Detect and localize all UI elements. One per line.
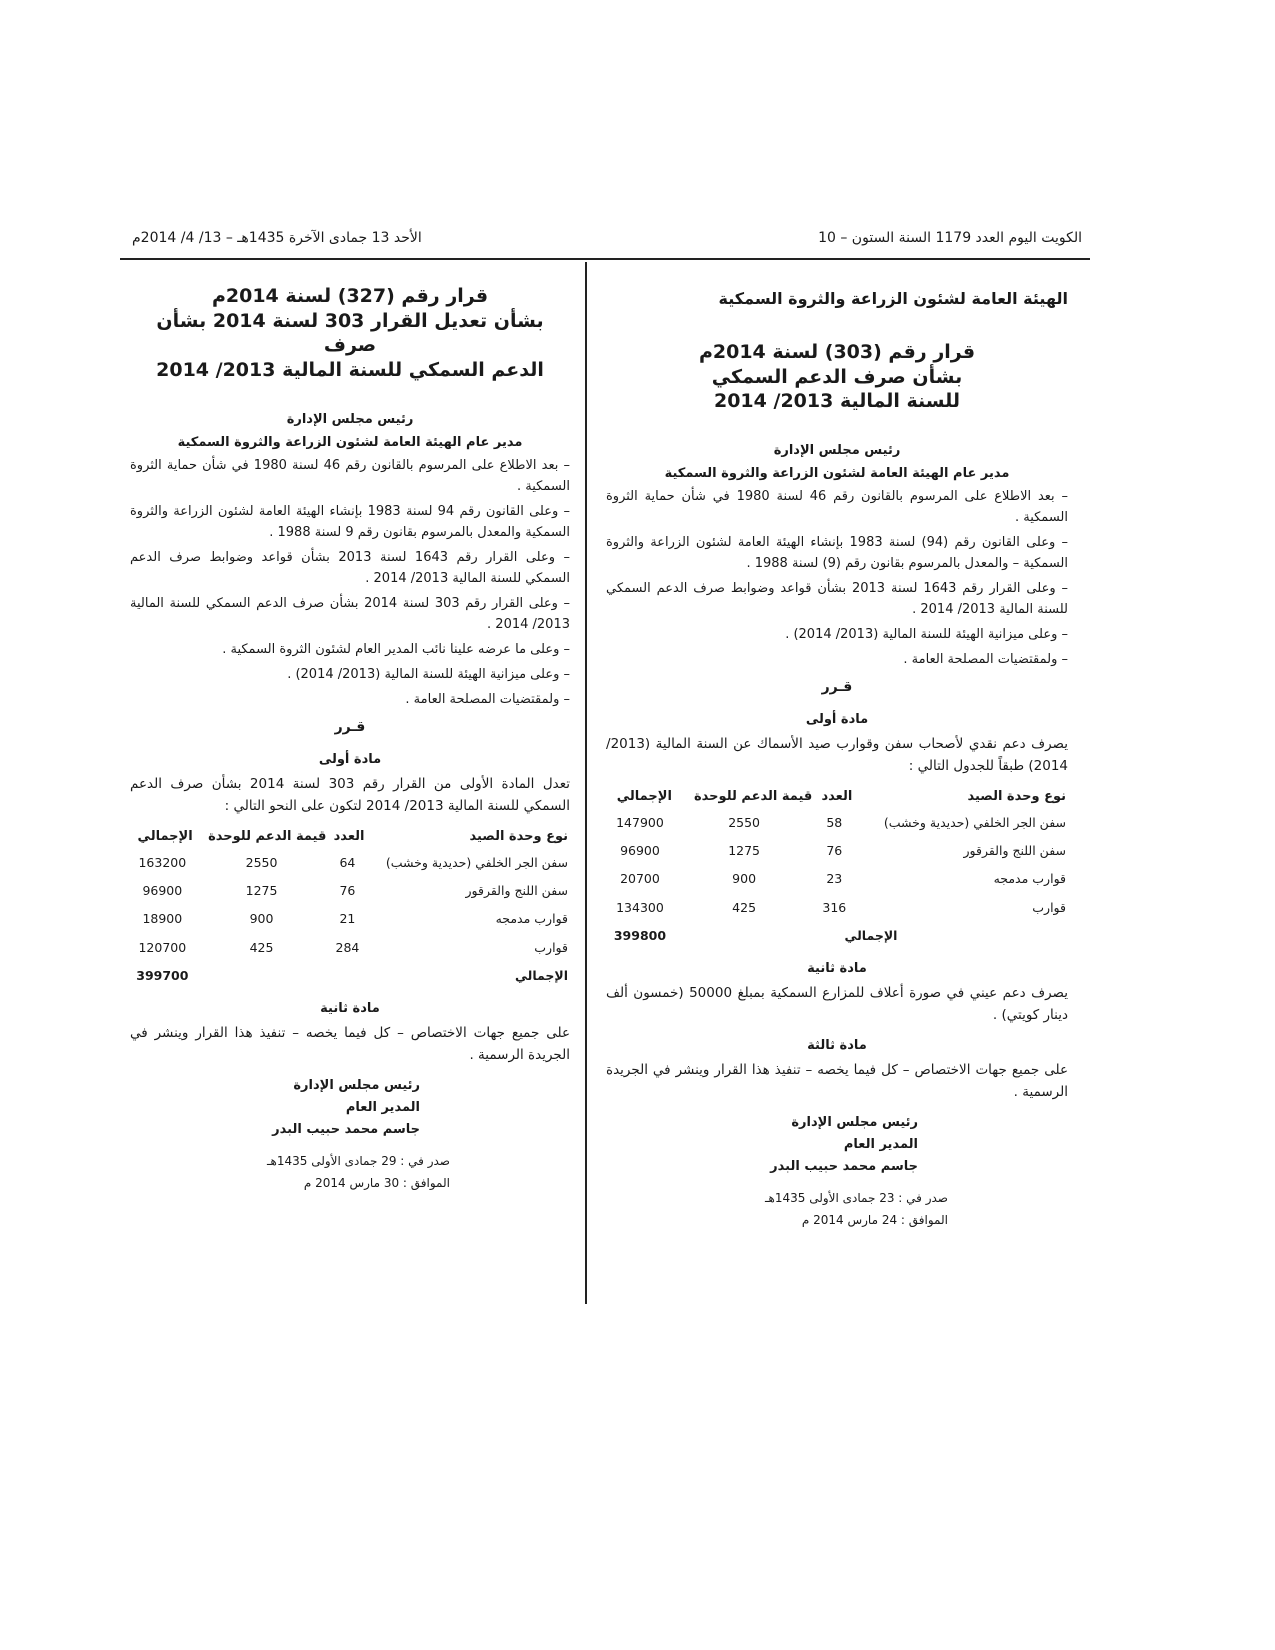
column-divider <box>585 262 587 1304</box>
preamble-clause: – ولمقتضيات المصلحة العامة . <box>405 692 570 708</box>
cell-total: 20700 <box>620 871 660 887</box>
cell-unit: 900 <box>732 871 757 887</box>
cell-total: 96900 <box>620 843 660 859</box>
title-line: بشأن صرف الدعم السمكي <box>711 365 963 388</box>
header-rule <box>120 258 1090 260</box>
col-header-unit-value: قيمة الدعم للوحدة <box>694 788 813 804</box>
table-row <box>130 905 570 933</box>
total-value: 399700 <box>136 967 189 983</box>
article-1-text: يصرف دعم نقدي لأصحاب سفن وقوارب صيد الأسماك عن السنة المالية (2013/ 2014) طبقاً للجدول التالي : <box>606 736 1068 775</box>
preamble-clause: – ولمقتضيات المصلحة العامة . <box>903 652 1068 668</box>
title-line: قرار رقم (327) لسنة 2014م <box>211 285 489 307</box>
table-total-row <box>606 922 1068 950</box>
sig-line: جاسم محمد حبيب البدر <box>770 1158 918 1174</box>
table-row <box>606 809 1068 837</box>
cell-type: قوارب <box>534 939 568 955</box>
issued-line: صدر في : 23 جمادى الأولى 1435هـ <box>764 1190 948 1205</box>
title-line: للسنة المالية 2013/ 2014 <box>713 390 960 413</box>
preamble-clause: – وعلى القانون رقم 94 لسنة 1983 بإنشاء الهيئة العامة لشئون الزراعة والثروة السمكية والمعدل بالمرسوم بقانون رقم 9 لسنة 1988 . <box>130 503 570 540</box>
decision-303-column <box>606 270 1068 1231</box>
header-publication-info: الكويت اليوم العدد 1179 السنة الستون – 10 <box>818 230 1082 246</box>
cell-count: 58 <box>826 814 843 830</box>
preamble-clause: – وعلى ميزانية الهيئة للسنة المالية (2013/ 2014) . <box>287 667 570 683</box>
article-1-title: مادة أولى <box>318 752 382 768</box>
signature-block <box>606 1112 1068 1178</box>
col-header-total: الإجمالي <box>616 788 672 804</box>
issuer-director: مدير عام الهيئة العامة لشئون الزراعة والثروة السمكية <box>664 466 1010 482</box>
cell-count: 21 <box>339 911 356 927</box>
cell-unit: 2550 <box>728 814 760 830</box>
cell-unit: 1275 <box>728 843 760 859</box>
table-total-row <box>130 962 570 990</box>
decided-heading: قـرر <box>821 679 853 696</box>
authority-heading: الهيئة العامة لشئون الزراعة والثروة السمكية <box>718 289 1068 308</box>
article-2-title: مادة ثانية <box>807 961 867 977</box>
table-row <box>606 894 1068 922</box>
cell-total: 147900 <box>616 814 664 830</box>
cell-total: 18900 <box>142 911 183 927</box>
issuer-chairman: رئيس مجلس الإدارة <box>286 411 414 427</box>
col-header-unit-value: قيمة الدعم للوحدة <box>208 828 327 844</box>
preamble-clause: – بعد الاطلاع على المرسوم بالقانون رقم 46 لسنة 1980 في شأن حماية الثروة السمكية . <box>606 489 1068 526</box>
subsidy-table <box>130 824 570 990</box>
preamble-clause: – وعلى القانون رقم (94) لسنة 1983 بإنشاء الهيئة العامة لشئون الزراعة والثروة السمكية – والمعدل بالمرسوم بقانون رقم (9) لسنة 1988 . <box>606 535 1068 572</box>
cell-unit: 2550 <box>245 854 278 870</box>
decision-title <box>606 340 1068 414</box>
cell-type: قوارب مدمجه <box>495 911 568 927</box>
article-3-text: على جميع جهات الاختصاص – كل فيما يخصه – تنفيذ هذا القرار وينشر في الجريدة الرسمية . <box>606 1061 1068 1100</box>
cell-unit: 1275 <box>245 883 278 899</box>
decided-heading: قـرر <box>334 719 366 736</box>
title-line: بشأن تعديل القرار 303 لسنة 2014 بشأن صرف <box>156 309 544 357</box>
col-header-total: الإجمالي <box>137 828 193 844</box>
article-3-title: مادة ثالثة <box>807 1037 867 1053</box>
cell-count: 316 <box>822 899 847 915</box>
title-line: قرار رقم (303) لسنة 2014م <box>698 340 976 363</box>
article-1-text: تعدل المادة الأولى من القرار رقم 303 لسنة 2014 بشأن صرف الدعم السمكي للسنة المالية 2013/ 2014 لتكون على النحو التالي : <box>130 776 570 814</box>
table-row <box>130 849 570 877</box>
cell-type: قوارب <box>1032 899 1066 915</box>
col-header-count: العدد <box>821 788 853 804</box>
cell-count: 76 <box>339 883 356 899</box>
preamble-clause: – وعلى القرار رقم 1643 لسنة 2013 بشأن قواعد وضوابط صرف الدعم السمكي للسنة المالية 2013/ 2014 . <box>130 550 571 587</box>
col-header-type: نوع وحدة الصيد <box>469 828 568 844</box>
sig-line: رئيس مجلس الإدارة <box>293 1077 420 1093</box>
cell-type: سفن الجر الخلفي (حديدية وخشب) <box>385 854 568 870</box>
table-row <box>130 934 570 962</box>
issued-line: الموافق : 30 مارس 2014 م <box>303 1175 450 1190</box>
cell-total: 163200 <box>138 854 187 870</box>
total-value: 399800 <box>613 927 667 943</box>
issued-line: صدر في : 29 جمادى الأولى 1435هـ <box>266 1154 450 1169</box>
article-2-text: يصرف دعم عيني في صورة أعلاف للمزارع السمكية بمبلغ 50000 (خمسون ألف دينار كويتي) . <box>606 985 1068 1024</box>
preamble-clause: – وعلى ميزانية الهيئة للسنة المالية (2013/ 2014) . <box>785 627 1068 643</box>
article-2-text: على جميع جهات الاختصاص – كل فيما يخصه – تنفيذ هذا القرار وينشر في الجريدة الرسمية . <box>130 1025 570 1063</box>
table-row <box>606 837 1068 865</box>
sig-line: المدير العام <box>345 1099 420 1115</box>
header-date: الأحد 13 جمادى الآخرة 1435هـ – 13/ 4/ 2014م <box>132 230 422 246</box>
preamble-clause: – وعلى القرار رقم 303 لسنة 2014 بشأن صرف الدعم السمكي للسنة المالية 2013/ 2014 . <box>130 596 571 633</box>
table-row <box>606 865 1068 893</box>
cell-type: سفن اللنج والقرقور <box>963 843 1066 859</box>
table-header-row <box>130 824 570 849</box>
preamble-clause: – وعلى ما عرضه علينا نائب المدير العام لشئون الثروة السمكية . <box>222 642 570 658</box>
cell-type: سفن اللنج والقرقور <box>465 883 568 899</box>
page-header <box>120 226 1090 258</box>
cell-count: 76 <box>826 843 843 859</box>
title-line: الدعم السمكي للسنة المالية 2013/ 2014 <box>156 359 544 382</box>
table-header-row <box>606 784 1068 809</box>
cell-total: 134300 <box>616 899 664 915</box>
table-row <box>130 877 570 905</box>
cell-unit: 900 <box>249 911 274 927</box>
cell-total: 120700 <box>138 939 187 955</box>
total-label: الإجمالي <box>844 927 898 943</box>
issuer-director: مدير عام الهيئة العامة لشئون الزراعة والثروة السمكية <box>177 434 523 450</box>
cell-type: قوارب مدمجه <box>993 871 1066 887</box>
cell-count: 284 <box>335 939 360 955</box>
issuer-chairman: رئيس مجلس الإدارة <box>773 442 901 458</box>
article-1-title: مادة أولى <box>805 712 869 728</box>
signature-block <box>130 1075 570 1141</box>
cell-unit: 425 <box>249 939 274 955</box>
preamble-clause: – بعد الاطلاع على المرسوم بالقانون رقم 46 لسنة 1980 في شأن حماية الثروة السمكية . <box>130 457 570 494</box>
col-header-count: العدد <box>333 828 365 844</box>
sig-line: المدير العام <box>843 1136 918 1152</box>
col-header-type: نوع وحدة الصيد <box>967 788 1066 804</box>
issued-line: الموافق : 24 مارس 2014 م <box>801 1212 948 1227</box>
total-label: الإجمالي <box>514 967 568 983</box>
decision-327-column <box>130 270 570 1194</box>
cell-count: 64 <box>339 854 356 870</box>
sig-line: رئيس مجلس الإدارة <box>791 1114 918 1130</box>
cell-total: 96900 <box>142 883 183 899</box>
cell-type: سفن الجر الخلفي (حديدية وخشب) <box>883 814 1066 830</box>
issue-date-block <box>606 1188 1068 1231</box>
preamble-clause: – وعلى القرار رقم 1643 لسنة 2013 بشأن قواعد وضوابط صرف الدعم السمكي للسنة المالية 2013/ 2014 . <box>606 581 1068 618</box>
cell-count: 23 <box>826 871 843 887</box>
article-2-title: مادة ثانية <box>320 1001 380 1017</box>
decision-title <box>130 284 570 383</box>
cell-unit: 425 <box>732 899 757 915</box>
sig-line: جاسم محمد حبيب البدر <box>272 1122 420 1138</box>
subsidy-table <box>606 784 1068 950</box>
issue-date-block <box>130 1151 570 1194</box>
